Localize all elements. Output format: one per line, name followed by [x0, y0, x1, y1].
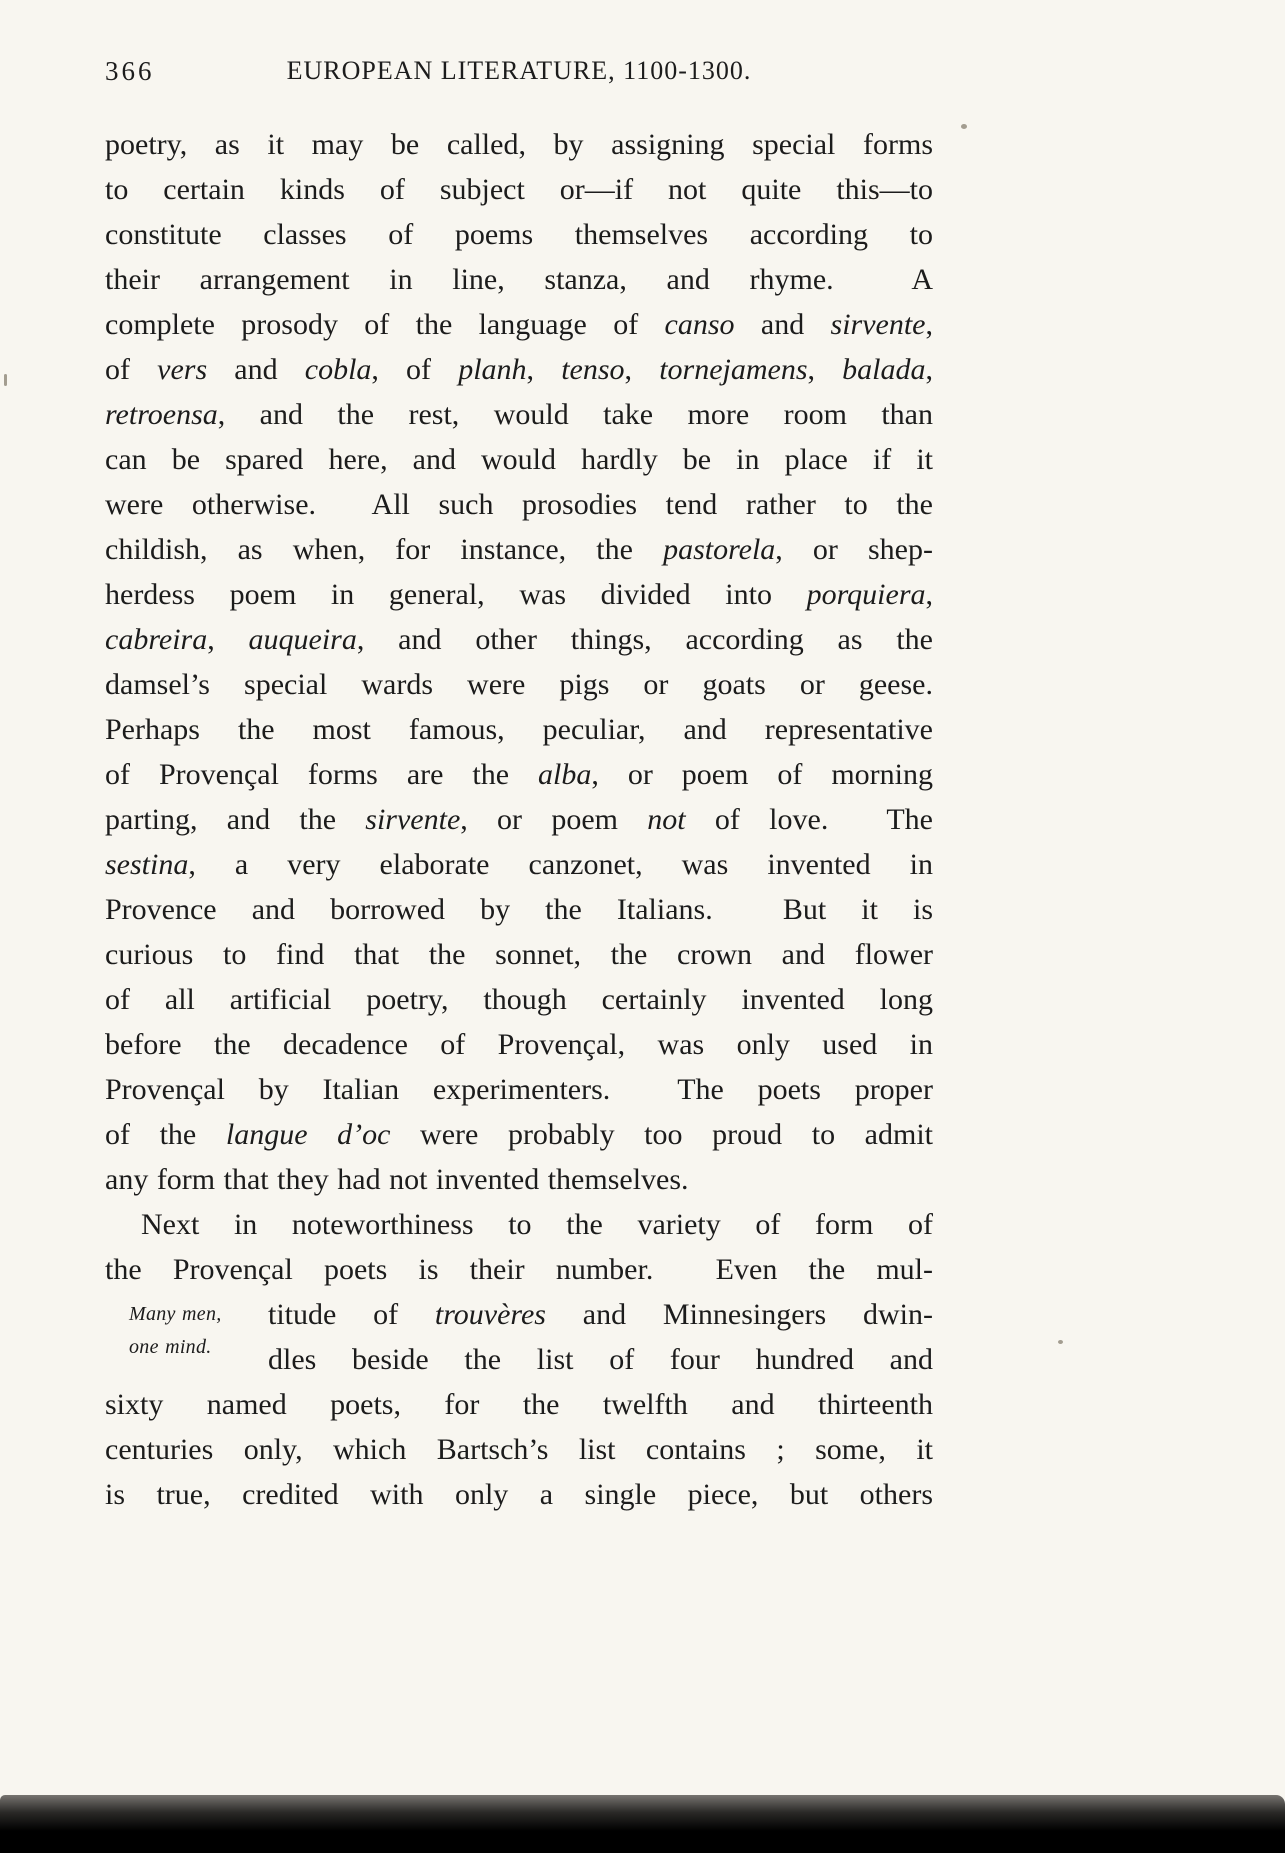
text-line: before the decadence of Provençal, was only used in: [105, 1028, 933, 1061]
running-header: EUROPEAN LITERATURE, 1100-1300.: [286, 56, 752, 85]
text-line: dles beside the list of four hundred and: [268, 1343, 933, 1376]
margin-note-line: Many men,: [129, 1303, 222, 1325]
page-number: 366: [105, 56, 155, 86]
italic-term: porquiera: [806, 578, 926, 611]
text-line: to certain kinds of subject or—if not quite this—to: [105, 173, 933, 206]
italic-term: auqueira: [248, 623, 357, 656]
italic-term: sestina: [105, 848, 189, 881]
text-line: any form that they had not invented themselves.: [105, 1163, 689, 1196]
italic-term: not: [647, 803, 686, 836]
text-line: cabreira, auqueira, and other things, according as the: [105, 623, 934, 656]
scan-bottom-shadow: [0, 1795, 1285, 1853]
italic-term: retroensa: [105, 398, 218, 431]
text-line: Perhaps the most famous, peculiar, and representative: [105, 713, 933, 746]
text-line: centuries only, which Bartsch’s list contains ; some, it: [105, 1433, 933, 1466]
text-line: their arrangement in line, stanza, and rhyme. A: [105, 263, 933, 296]
text-line: Provence and borrowed by the Italians. But it is: [105, 893, 933, 926]
text-line: of all artificial poetry, though certainly invented long: [105, 983, 933, 1016]
scan-speck: [1058, 1340, 1063, 1344]
italic-term: tenso: [561, 353, 625, 386]
italic-term: trouvères: [434, 1298, 546, 1331]
scan-speck: [4, 374, 7, 386]
text-line: parting, and the sirvente, or poem not of love. The: [105, 803, 933, 836]
italic-term: sirvente: [830, 308, 926, 341]
text-line: constitute classes of poems themselves according to: [105, 218, 933, 251]
text-line: Provençal by Italian experimenters. The poets proper: [105, 1073, 933, 1106]
text-line: can be spared here, and would hardly be in place if it: [105, 443, 933, 476]
text-line: complete prosody of the language of canso and sirvente,: [105, 308, 933, 341]
text-line: retroensa, and the rest, would take more room than: [105, 398, 933, 431]
text-line: Next in noteworthiness to the variety of form of: [141, 1208, 933, 1241]
text-line: titude of trouvères and Minnesingers dwin- Many men, one mind.: [105, 1292, 933, 1337]
body-lines: [105, 122, 933, 1517]
text-line: of vers and cobla, of planh, tenso, tornejamens, balada,: [105, 353, 934, 386]
text-line: of the langue d’oc were probably too proud to admit: [105, 1118, 933, 1151]
italic-term: vers: [157, 353, 208, 386]
italic-term: alba: [538, 758, 592, 791]
text-line: were otherwise. All such prosodies tend rather to the: [105, 488, 933, 521]
text-line: herdess poem in general, was divided into porquiera,: [105, 578, 933, 611]
text-line: the Provençal poets is their number. Even the mul-: [105, 1253, 933, 1286]
italic-term: pastorela: [663, 533, 776, 566]
italic-term: tornejamens: [659, 353, 808, 386]
text-line: sixty named poets, for the twelfth and thirteenth: [105, 1388, 933, 1421]
italic-term: langue d’oc: [225, 1118, 391, 1151]
italic-term: cabreira: [105, 623, 208, 656]
text-line: poetry, as it may be called, by assigning special forms: [105, 128, 933, 161]
italic-term: cobla: [304, 353, 372, 386]
page-header: [105, 0, 933, 92]
text-block: [105, 0, 933, 1517]
text-line: damsel’s special wards were pigs or goats or geese.: [105, 668, 933, 701]
italic-term: sirvente: [365, 803, 461, 836]
text-line: of Provençal forms are the alba, or poem of morning: [105, 758, 933, 791]
scan-speck: [961, 124, 967, 129]
italic-term: planh: [458, 353, 527, 386]
text-line: sestina, a very elaborate canzonet, was invented in: [105, 848, 933, 881]
italic-term: canso: [664, 308, 735, 341]
text-line: is true, credited with only a single piece, but others: [105, 1478, 933, 1511]
text-line: childish, as when, for instance, the pastorela, or shep-: [105, 533, 933, 566]
text-line: curious to find that the sonnet, the crown and flower: [105, 938, 933, 971]
margin-note-line: one mind.: [129, 1336, 212, 1358]
italic-term: balada: [842, 353, 926, 386]
